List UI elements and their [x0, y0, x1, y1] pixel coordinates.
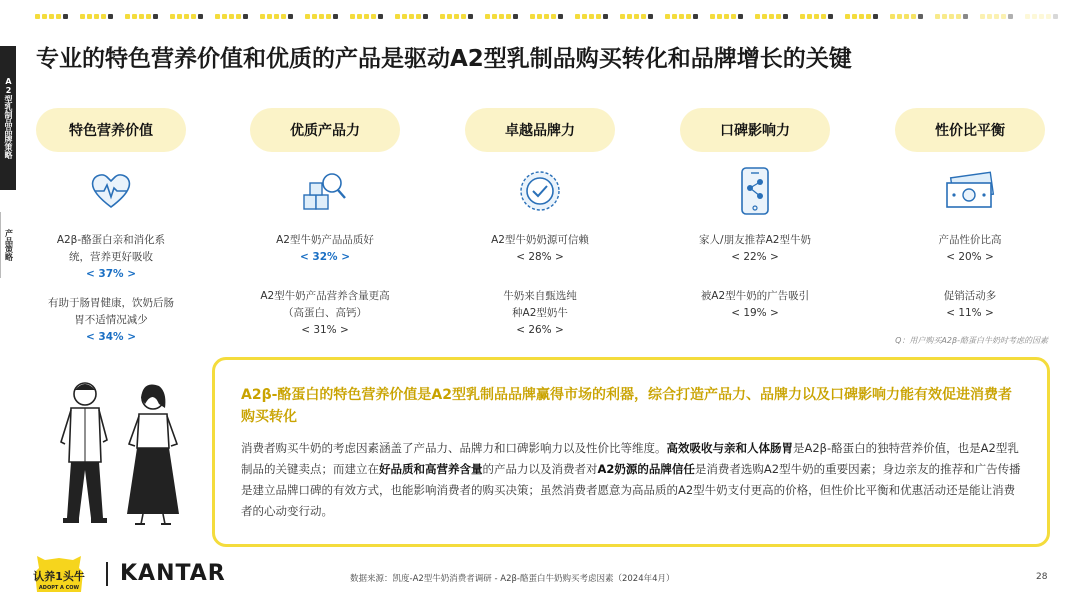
dot — [963, 14, 968, 19]
stat-percent: < 34% > — [85, 331, 137, 343]
dot — [108, 14, 113, 19]
summary-emphasis: 高效吸收与亲和人体肠胃 — [666, 441, 793, 455]
dot — [170, 14, 175, 19]
side-tab-brand-strategy[interactable] — [0, 46, 16, 190]
dot — [783, 14, 788, 19]
dot — [648, 14, 653, 19]
stat-item — [250, 288, 400, 339]
dot — [634, 14, 639, 19]
dot — [679, 14, 684, 19]
factor-column — [465, 108, 615, 339]
factor-pill: 性价比平衡 — [895, 108, 1045, 152]
stat-item — [250, 232, 400, 266]
dot — [755, 14, 760, 19]
dot — [762, 14, 767, 19]
dot — [942, 14, 947, 19]
stat-text: 产品性价比高 — [938, 234, 1002, 246]
dot — [596, 14, 601, 19]
dot — [440, 14, 445, 19]
dot-group — [80, 14, 113, 19]
stat-item — [895, 288, 1045, 322]
dot — [229, 14, 234, 19]
dot — [544, 14, 549, 19]
dot-group — [800, 14, 833, 19]
stat-item — [680, 232, 830, 266]
stat-percent: < 31% > — [301, 324, 349, 336]
factor-column — [250, 108, 400, 339]
dot — [987, 14, 992, 19]
product-search-icon — [250, 160, 400, 222]
dot-group — [845, 14, 878, 19]
dot — [468, 14, 473, 19]
dot — [42, 14, 47, 19]
dot-group — [215, 14, 248, 19]
dot — [1046, 14, 1051, 19]
stat-item — [465, 232, 615, 266]
dot — [558, 14, 563, 19]
dot — [80, 14, 85, 19]
money-bills-icon — [895, 160, 1045, 222]
dot-group — [125, 14, 158, 19]
dot — [603, 14, 608, 19]
dot — [274, 14, 279, 19]
dot-group — [890, 14, 923, 19]
dot — [551, 14, 556, 19]
dot — [499, 14, 504, 19]
dot — [350, 14, 355, 19]
phone-share-icon — [680, 160, 830, 222]
stat-item — [36, 232, 186, 283]
dot — [800, 14, 805, 19]
dot-group — [755, 14, 788, 19]
dot — [575, 14, 580, 19]
dot — [935, 14, 940, 19]
dot-group — [710, 14, 743, 19]
page-title: 专业的特色营养价值和优质的产品是驱动A2型乳制品购买转化和品牌增长的关键 — [36, 46, 852, 72]
dot — [333, 14, 338, 19]
stat-item — [680, 288, 830, 322]
heart-pulse-icon — [36, 160, 186, 222]
dot — [672, 14, 677, 19]
dot-group — [575, 14, 608, 19]
dot-group — [260, 14, 293, 19]
stat-item — [36, 295, 186, 346]
dot — [710, 14, 715, 19]
dot — [1008, 14, 1013, 19]
dot — [513, 14, 518, 19]
stat-percent: < 11% > — [946, 307, 994, 319]
dot — [956, 14, 961, 19]
dot-group — [395, 14, 428, 19]
data-source: 数据来源：凯度-A2型牛奶消费者调研 - A2β-酪蛋白牛奶购买考虑因素（2024年4月） — [350, 574, 675, 584]
dot — [56, 14, 61, 19]
dot — [904, 14, 909, 19]
dot — [873, 14, 878, 19]
adopt-a-cow-logo — [31, 548, 87, 598]
dot — [357, 14, 362, 19]
dot — [191, 14, 196, 19]
summary-box — [212, 357, 1050, 547]
factor-pill: 卓越品牌力 — [465, 108, 615, 152]
dot — [717, 14, 722, 19]
dot — [769, 14, 774, 19]
dot — [288, 14, 293, 19]
dot — [485, 14, 490, 19]
dot — [1032, 14, 1037, 19]
dot — [693, 14, 698, 19]
dot — [1025, 14, 1030, 19]
dot — [236, 14, 241, 19]
stat-item — [895, 232, 1045, 266]
summary-title: A2β-酪蛋白的特色营养价值是A2型乳制品品牌赢得市场的利器，综合打造产品力、品牌力以及口碑影响力能有效促进消费者购买转化 — [241, 387, 1012, 425]
factor-pill: 特色营养价值 — [36, 108, 186, 152]
dot — [686, 14, 691, 19]
dot — [506, 14, 511, 19]
verified-badge-icon — [465, 160, 615, 222]
dot — [260, 14, 265, 19]
dot — [537, 14, 542, 19]
stat-percent: < 32% > — [299, 251, 351, 263]
stat-percent: < 19% > — [731, 307, 779, 319]
dot-group — [980, 14, 1013, 19]
summary-emphasis: 好品质和高营养含量 — [379, 462, 483, 476]
dot — [949, 14, 954, 19]
stat-percent: < 22% > — [731, 251, 779, 263]
dot — [153, 14, 158, 19]
stat-text: A2型牛奶产品品质好 — [276, 234, 374, 246]
dot — [620, 14, 625, 19]
dot — [139, 14, 144, 19]
dot — [312, 14, 317, 19]
dot — [897, 14, 902, 19]
dot — [492, 14, 497, 19]
dot — [378, 14, 383, 19]
dot — [215, 14, 220, 19]
dot — [665, 14, 670, 19]
dot — [49, 14, 54, 19]
dot — [326, 14, 331, 19]
dot — [1001, 14, 1006, 19]
dot — [305, 14, 310, 19]
dot — [641, 14, 646, 19]
summary-text: 是消费者选购A2型牛奶的重要因素；身边亲友的推荐和广告传播是建立品牌口碑的有效方式，也能影响消费者的购买决策；虽然消费者愿意为高品质的A2型牛奶支付更高的价格，但性价比平衡和优惠活动还是能让消费者的心动变行动。 — [241, 462, 1021, 518]
factor-pill: 口碑影响力 — [680, 108, 830, 152]
dot — [454, 14, 459, 19]
dot — [125, 14, 130, 19]
dot — [409, 14, 414, 19]
stat-text: 促销活动多 — [943, 290, 997, 302]
dot-group — [620, 14, 653, 19]
question-note: Q：用户购买A2β-酪蛋白牛奶时考虑的因素 — [895, 336, 1048, 345]
dot — [423, 14, 428, 19]
summary-text: 消费者购买牛奶的考虑因素涵盖了产品力、品牌力和口碑影响力以及性价比等维度。 — [241, 441, 667, 455]
dot — [371, 14, 376, 19]
dot — [589, 14, 594, 19]
dot — [627, 14, 632, 19]
logo-cn-text: 认养1头牛 — [33, 570, 85, 583]
dot — [87, 14, 92, 19]
dot-group — [935, 14, 968, 19]
dot — [198, 14, 203, 19]
dot — [1053, 14, 1058, 19]
dot — [319, 14, 324, 19]
dot — [222, 14, 227, 19]
dot-group — [485, 14, 518, 19]
dot-group — [305, 14, 338, 19]
side-tab-label: 产品策略 — [4, 229, 14, 261]
dot — [1039, 14, 1044, 19]
dot — [911, 14, 916, 19]
dot — [530, 14, 535, 19]
dot — [776, 14, 781, 19]
dot — [859, 14, 864, 19]
stat-percent: < 26% > — [516, 324, 564, 336]
dot — [828, 14, 833, 19]
dot — [814, 14, 819, 19]
dot — [146, 14, 151, 19]
dot-group — [170, 14, 203, 19]
dot-group — [530, 14, 563, 19]
summary-body — [241, 438, 1021, 522]
stat-text: 有助于肠胃健康，饮奶后肠胃不适情况减少 — [48, 297, 174, 326]
stat-text: 牛奶来自甄选纯种A2型奶牛 — [503, 290, 577, 319]
dot — [395, 14, 400, 19]
dot-group — [665, 14, 698, 19]
dot — [132, 14, 137, 19]
dot-group — [35, 14, 68, 19]
factor-column — [680, 108, 830, 322]
dot — [582, 14, 587, 19]
dot — [416, 14, 421, 19]
logo-en-text: ADOPT A COW — [38, 585, 80, 591]
dot — [845, 14, 850, 19]
stat-text: 被A2型牛奶的广告吸引 — [700, 290, 810, 302]
side-tab-label: A2型乳制品品牌策略 — [4, 77, 13, 159]
dot — [890, 14, 895, 19]
page-number: 28 — [1036, 572, 1048, 582]
dot — [731, 14, 736, 19]
dot — [852, 14, 857, 19]
dot — [447, 14, 452, 19]
stat-text: A2β-酪蛋白亲和消化系统，营养更好吸收 — [56, 234, 166, 263]
dot — [807, 14, 812, 19]
factor-column — [895, 108, 1045, 322]
dot — [243, 14, 248, 19]
dot — [35, 14, 40, 19]
dot — [821, 14, 826, 19]
dot-group — [440, 14, 473, 19]
dot — [980, 14, 985, 19]
side-tab-product-strategy[interactable] — [0, 212, 16, 278]
dot — [866, 14, 871, 19]
dot — [281, 14, 286, 19]
stat-text: A2型牛奶产品营养含量更高（高蛋白、高钙） — [260, 290, 390, 319]
top-decoration — [35, 14, 1058, 19]
dot — [994, 14, 999, 19]
dot — [63, 14, 68, 19]
dot — [738, 14, 743, 19]
dot — [101, 14, 106, 19]
dot — [724, 14, 729, 19]
factor-column — [36, 108, 186, 346]
dot — [918, 14, 923, 19]
factor-pill: 优质产品力 — [250, 108, 400, 152]
logo-divider — [106, 562, 108, 586]
stat-percent: < 20% > — [946, 251, 994, 263]
summary-text: 是A2β-酪蛋白的独特营养价值，也是A2型乳制品的关键卖点；而建立在 — [241, 441, 1019, 476]
stat-percent: < 28% > — [516, 251, 564, 263]
dot — [94, 14, 99, 19]
dot — [402, 14, 407, 19]
dot-group — [1025, 14, 1058, 19]
stat-text: 家人/朋友推荐A2型牛奶 — [699, 234, 811, 246]
dot — [267, 14, 272, 19]
dot-group — [350, 14, 383, 19]
summary-text: 的产品力以及消费者对 — [482, 462, 598, 476]
dot — [364, 14, 369, 19]
summary-emphasis: A2奶源的品牌信任 — [597, 462, 695, 476]
people-illustration — [55, 378, 195, 532]
stat-text: A2型牛奶奶源可信赖 — [491, 234, 589, 246]
dot — [184, 14, 189, 19]
dot — [461, 14, 466, 19]
kantar-logo: KANTAR — [120, 561, 226, 586]
dot — [177, 14, 182, 19]
stat-item — [465, 288, 615, 339]
stat-percent: < 37% > — [85, 268, 137, 280]
